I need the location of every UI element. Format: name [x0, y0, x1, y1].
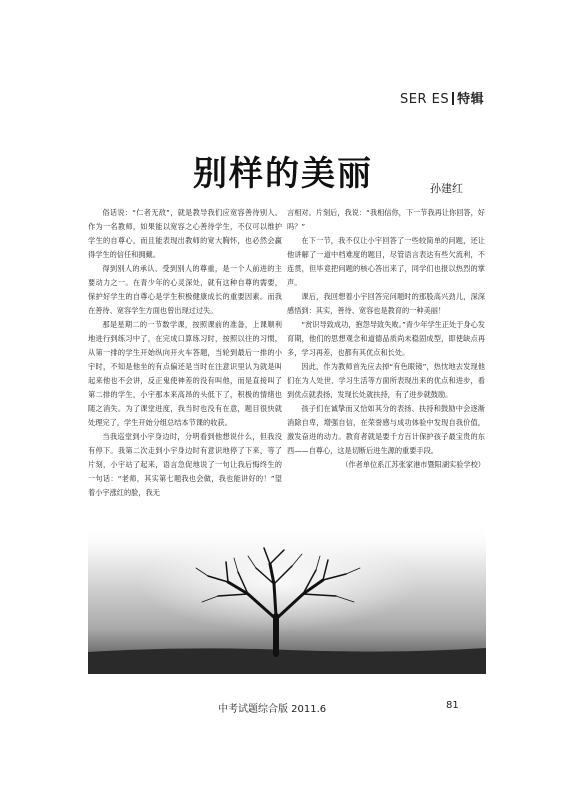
page-number: 81: [446, 700, 459, 711]
section-label: 特辑: [457, 92, 485, 107]
tree-photo: [88, 524, 486, 674]
series-label: SER ES: [400, 92, 450, 107]
journal-name: 中考试题综合版 2011.6: [218, 704, 327, 715]
paragraph: 俗话说：“仁者无敌”，就是教导我们应宽容善待别人。作为一名教师，如果能以宽容之心善待学生，不仅可以维护学生的自尊心，而且能表现出教师的宽大胸怀，也必然会赢得学生的信任和拥戴。: [88, 208, 282, 259]
paragraph: 因此，作为教师首先应去掉“有色眼镜”，热忱地去发现他们在为人处世、学习生活等方面所表现出来的优点和进步，看到优点就表扬，发现长处就扶持，有了进步就鼓励。: [287, 362, 485, 399]
paragraph: 在下一节，我不仅让小宇回答了一些较简单的问题，还让他讲解了一道中档难度的题目，尽管语言表达有些欠流利，不连贯，但毕竟把问题的核心答出来了，同学们也报以热烈的掌声。: [287, 236, 485, 287]
paragraph: 课后，我回想着小宇回答完问题时的那股高兴劲儿，深深感悟到：其实，善待、宽容也是教育的一种美丽！: [287, 292, 485, 315]
paragraph: “赏识导致成功，抱怨导致失败。”青少年学生正处于身心发育期，他们的思想观念和道德品质尚未稳固成型，即使缺点再多，学习再差，也都有其优点和长处。: [287, 320, 485, 357]
series-divider: [452, 92, 454, 105]
paragraph: 那是星期二的一节数学课，按照课前的准备，上课顺利地进行到练习中了，在完成口算练习时，按照以往的习惯，从第一排的学生开始纵向开火车答题，当轮到最后一排的小宇时，不知是他坐的有点偏还是当时在注意识里认为就是叫起来他也不会讲，反正鬼使神差的没有叫他，而是直接叫了第二排的学生，小宇那本来高昂的头低下了，积极的情绪也随之消失。为了课堂进度，我当时也没有在意，题目很快就处理完了，学生开始分组总结本节课的收获。: [88, 320, 282, 427]
article-title: 别样的美丽: [193, 154, 373, 194]
author-affiliation: （作者单位系江苏张家港市暨阳湖实验学校）: [341, 460, 485, 469]
paragraph: 得到别人的承认、受到别人的尊重，是一个人前进的主要动力之一。在青少年的心灵深处，就有这种自尊的需要，保护好学生的自尊心是学生积极健康成长的重要因素。而我在善待、宽容学生方面也曾出现过过失。: [88, 264, 282, 315]
paragraph: 言相对。片刻后，我说：“我相信你，下一节我再让你回答，好吗？”: [287, 208, 485, 231]
left-column: [88, 206, 282, 500]
series-header: [400, 88, 484, 107]
paragraph: 当我巡堂到小宇身边时，分明看到他想说什么，但我没有停下。我第二次走到小宇身边时有意识地停了下来，等了片刻，小宇站了起来，语言急促地说了一句让我后悔终生的一句话：“老师，其实第七题我也会做，我也能讲好的！”望着小宇涨红的脸，我无: [88, 432, 282, 497]
article-author: 孙建红: [430, 182, 463, 195]
right-column: [287, 206, 485, 472]
paragraph: 孩子们在诚挚而又恰如其分的表扬、扶持和鼓励中会逐渐消除自卑，增强自信，在荣誉感与成功体验中发现自我价值，激发奋进的动力。教育者就是要千方百计保护孩子最宝贵的东西——自尊心，这是切断后进生源的重要手段。: [287, 404, 485, 455]
